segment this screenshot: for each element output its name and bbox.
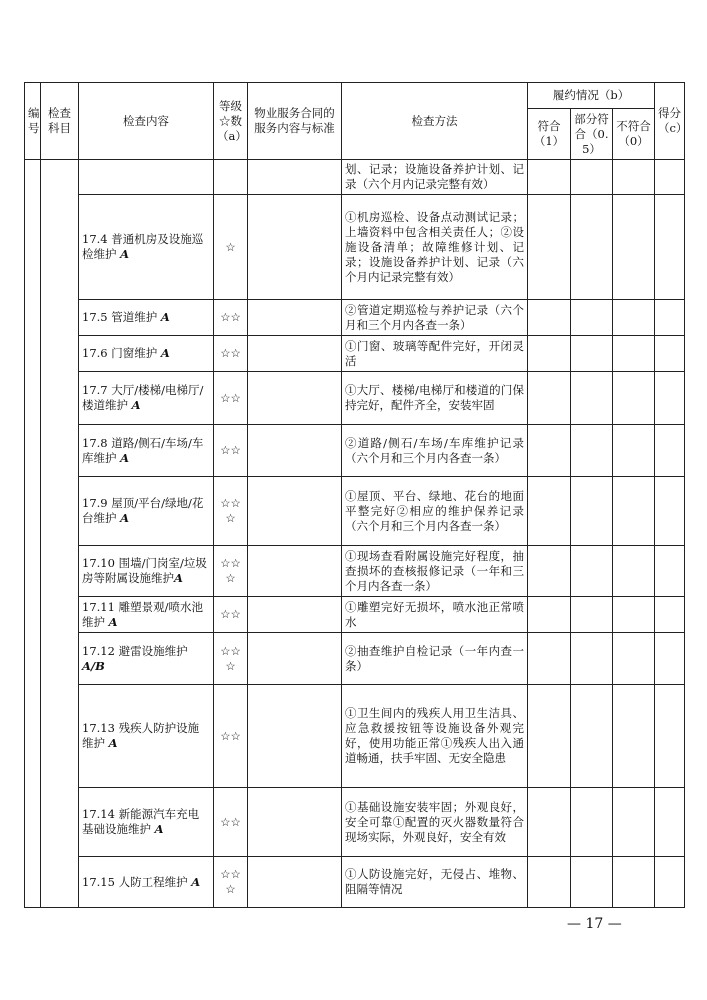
header-partial: 部分符合（0.5） <box>571 109 613 160</box>
table-row <box>25 788 685 857</box>
nonconform-cell[interactable] <box>613 300 655 336</box>
conform-cell[interactable] <box>528 160 571 195</box>
no-cell <box>25 160 41 908</box>
header-no: 编号 <box>25 83 41 160</box>
header-method: 检查方法 <box>342 83 528 160</box>
item-cell: 17.4 普通机房及设施巡检维护 A <box>79 195 214 300</box>
star-cell: ☆☆ <box>214 300 248 336</box>
star-cell: ☆☆ <box>214 685 248 788</box>
nonconform-cell[interactable] <box>613 633 655 685</box>
page-number: — 17 — <box>567 916 622 932</box>
partial-cell[interactable] <box>571 336 613 372</box>
item-cell: 17.10 围墙/门岗室/垃圾房等附属设施维护A <box>79 546 214 597</box>
star-cell: ☆☆☆ <box>214 857 248 908</box>
conform-cell[interactable] <box>528 372 571 425</box>
method-cell: ②道路/侧石/车场/车库维护记录（六个月和三个月内各查一条） <box>342 425 528 477</box>
contract-cell <box>248 160 342 195</box>
method-cell: ②管道定期巡检与养护记录（六个月和三个月内各查一条） <box>342 300 528 336</box>
score-cell[interactable] <box>655 788 685 857</box>
contract-cell <box>248 546 342 597</box>
conform-cell[interactable] <box>528 336 571 372</box>
star-cell: ☆☆ <box>214 372 248 425</box>
partial-cell[interactable] <box>571 425 613 477</box>
nonconform-cell[interactable] <box>613 477 655 546</box>
table-row <box>25 300 685 336</box>
item-cell <box>79 160 214 195</box>
star-cell: ☆☆☆ <box>214 477 248 546</box>
header-content: 检查内容 <box>79 83 214 160</box>
partial-cell[interactable] <box>571 685 613 788</box>
partial-cell[interactable] <box>571 195 613 300</box>
conform-cell[interactable] <box>528 857 571 908</box>
star-cell: ☆☆☆ <box>214 633 248 685</box>
conform-cell[interactable] <box>528 477 571 546</box>
item-cell: 17.13 残疾人防护设施维护 A <box>79 685 214 788</box>
item-cell: 17.14 新能源汽车充电基础设施维护 A <box>79 788 214 857</box>
nonconform-cell[interactable] <box>613 195 655 300</box>
star-cell: ☆ <box>214 195 248 300</box>
partial-cell[interactable] <box>571 546 613 597</box>
item-cell: 17.8 道路/侧石/车场/车库维护 A <box>79 425 214 477</box>
partial-cell[interactable] <box>571 300 613 336</box>
method-cell: ①屋顶、平台、绿地、花台的地面平整完好②相应的维护保养记录（六个月和三个月内各查一条） <box>342 477 528 546</box>
contract-cell <box>248 477 342 546</box>
conform-cell[interactable] <box>528 300 571 336</box>
conform-cell[interactable] <box>528 788 571 857</box>
contract-cell <box>248 857 342 908</box>
partial-cell[interactable] <box>571 372 613 425</box>
header-nonconform: 不符合（0） <box>613 109 655 160</box>
partial-cell[interactable] <box>571 160 613 195</box>
star-cell: ☆☆ <box>214 425 248 477</box>
item-cell: 17.5 管道维护 A <box>79 300 214 336</box>
nonconform-cell[interactable] <box>613 546 655 597</box>
header-conform: 符合（1） <box>528 109 571 160</box>
score-cell[interactable] <box>655 477 685 546</box>
contract-cell <box>248 372 342 425</box>
table-row <box>25 857 685 908</box>
conform-cell[interactable] <box>528 195 571 300</box>
nonconform-cell[interactable] <box>613 160 655 195</box>
item-cell: 17.7 大厅/楼梯/电梯厅/楼道维护 A <box>79 372 214 425</box>
table-row <box>25 160 685 195</box>
score-cell[interactable] <box>655 372 685 425</box>
contract-cell <box>248 300 342 336</box>
item-cell: 17.12 避雷设施维护 A/B <box>79 633 214 685</box>
score-cell[interactable] <box>655 685 685 788</box>
nonconform-cell[interactable] <box>613 685 655 788</box>
inspection-table <box>24 82 688 908</box>
conform-cell[interactable] <box>528 633 571 685</box>
conform-cell[interactable] <box>528 546 571 597</box>
header-grade: 等级☆数（a） <box>214 83 248 160</box>
partial-cell[interactable] <box>571 633 613 685</box>
score-cell[interactable] <box>655 425 685 477</box>
contract-cell <box>248 788 342 857</box>
contract-cell <box>248 597 342 633</box>
nonconform-cell[interactable] <box>613 372 655 425</box>
star-cell: ☆☆ <box>214 336 248 372</box>
header-subject: 检查科目 <box>41 83 79 160</box>
star-cell: ☆☆ <box>214 597 248 633</box>
nonconform-cell[interactable] <box>613 597 655 633</box>
table-row <box>25 336 685 372</box>
item-cell: 17.11 雕塑景观/喷水池维护 A <box>79 597 214 633</box>
method-cell: ①大厅、楼梯/电梯厅和楼道的门保持完好，配件齐全，安装牢固 <box>342 372 528 425</box>
table-row <box>25 195 685 300</box>
partial-cell[interactable] <box>571 477 613 546</box>
header-row-1 <box>25 83 685 109</box>
conform-cell[interactable] <box>528 597 571 633</box>
score-cell[interactable] <box>655 597 685 633</box>
contract-cell <box>248 336 342 372</box>
method-cell: ②抽查维护自检记录（一年内查一条） <box>342 633 528 685</box>
header-performance: 履约情况（b） <box>528 83 655 109</box>
score-cell[interactable] <box>655 195 685 300</box>
subject-cell <box>41 160 79 908</box>
nonconform-cell[interactable] <box>613 425 655 477</box>
table-row <box>25 372 685 425</box>
nonconform-cell[interactable] <box>613 336 655 372</box>
method-cell: 划、记录；设施设备养护计划、记录（六个月内记录完整有效） <box>342 160 528 195</box>
conform-cell[interactable] <box>528 425 571 477</box>
table-row <box>25 597 685 633</box>
table-row <box>25 685 685 788</box>
partial-cell[interactable] <box>571 857 613 908</box>
score-cell[interactable] <box>655 546 685 597</box>
contract-cell <box>248 633 342 685</box>
partial-cell[interactable] <box>571 788 613 857</box>
header-score: 得分（c） <box>655 83 685 160</box>
star-cell <box>214 160 248 195</box>
item-cell: 17.6 门窗维护 A <box>79 336 214 372</box>
score-cell[interactable] <box>655 336 685 372</box>
method-cell: ①人防设施完好，无侵占、堆物、阻隔等情况 <box>342 857 528 908</box>
nonconform-cell[interactable] <box>613 857 655 908</box>
score-cell[interactable] <box>655 633 685 685</box>
item-cell: 17.15 人防工程维护 A <box>79 857 214 908</box>
star-cell: ☆☆ <box>214 788 248 857</box>
score-cell[interactable] <box>655 857 685 908</box>
method-cell: ①现场查看附属设施完好程度，抽查损坏的查核报修记录（一年和三个月内各查一条） <box>342 546 528 597</box>
contract-cell <box>248 685 342 788</box>
star-cell: ☆☆☆ <box>214 546 248 597</box>
method-cell: ①机房巡检、设备点动测试记录；上墙资料中包含相关责任人；②设施设备清单；故障维修计划、记录；设施设备养护计划、记录（六个月内记录完整有效） <box>342 195 528 300</box>
table-row <box>25 425 685 477</box>
header-contract: 物业服务合同的服务内容与标准 <box>248 83 342 160</box>
contract-cell <box>248 425 342 477</box>
method-cell: ①雕塑完好无损坏，喷水池正常喷水 <box>342 597 528 633</box>
item-cell: 17.9 屋顶/平台/绿地/花台维护 A <box>79 477 214 546</box>
score-cell[interactable] <box>655 160 685 195</box>
table-row <box>25 477 685 546</box>
method-cell: ①基础设施安装牢固；外观良好，安全可靠①配置的灭火器数量符合现场实际，外观良好，安全有效 <box>342 788 528 857</box>
score-cell[interactable] <box>655 300 685 336</box>
table-row <box>25 546 685 597</box>
method-cell: ①门窗、玻璃等配件完好，开闭灵活 <box>342 336 528 372</box>
conform-cell[interactable] <box>528 685 571 788</box>
table-row <box>25 633 685 685</box>
method-cell: ①卫生间内的残疾人用卫生洁具、应急救援按钮等设施设备外观完好，使用功能正常①残疾人出入通道畅通，扶手牢固、无安全隐患 <box>342 685 528 788</box>
nonconform-cell[interactable] <box>613 788 655 857</box>
contract-cell <box>248 195 342 300</box>
partial-cell[interactable] <box>571 597 613 633</box>
